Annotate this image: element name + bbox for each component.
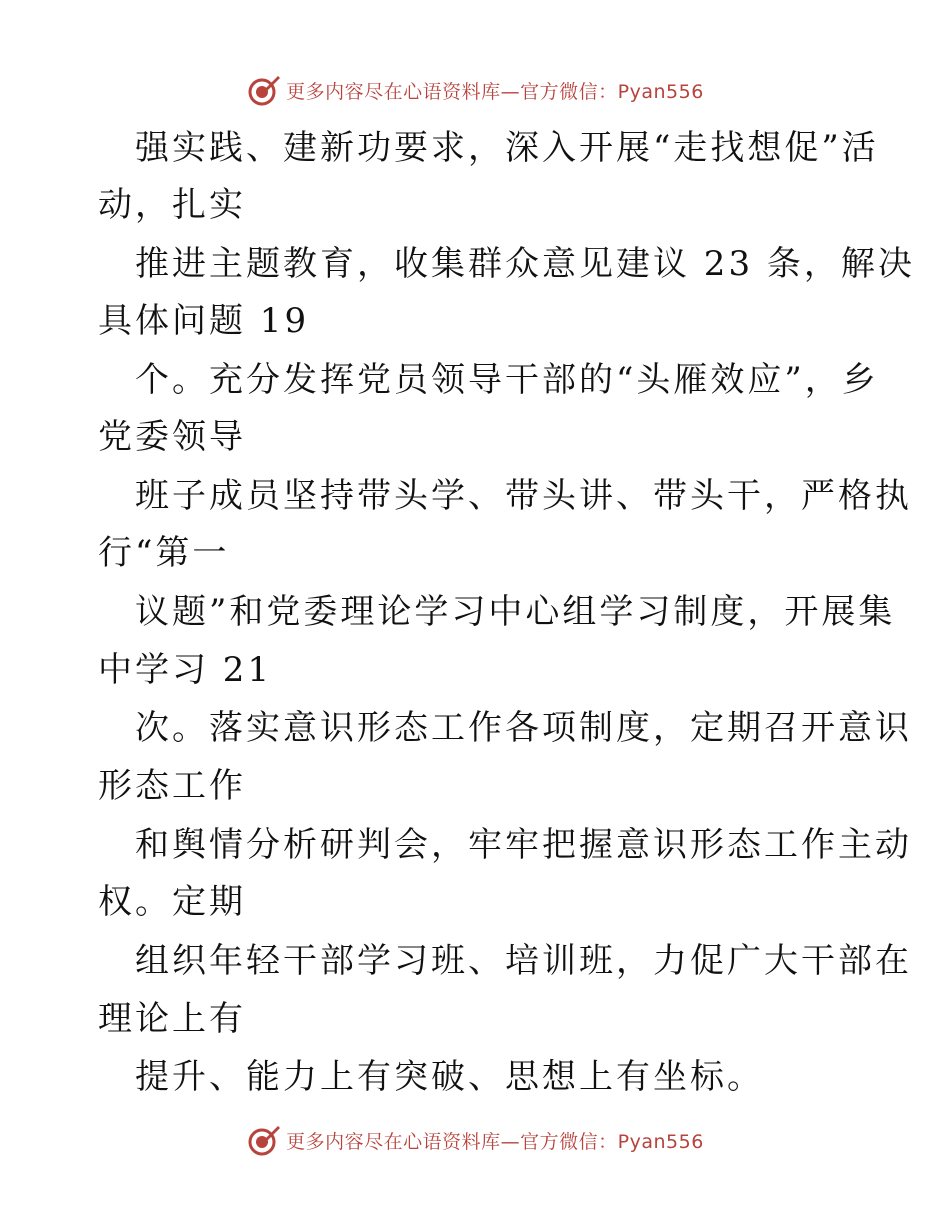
text-line: 中学习 21 (98, 650, 273, 690)
pen-logo-icon (246, 1122, 282, 1158)
text-line: 组织年轻干部学习班、培训班，力促广大干部在 (135, 941, 912, 981)
text-line: 推进主题教育，收集群众意见建议 23 条，解决 (135, 244, 915, 284)
text-line: 班子成员坚持带头学、带头讲、带头干，严格执 (135, 476, 912, 516)
text-line: 提升、能力上有突破、思想上有坐标。 (135, 1057, 764, 1097)
text-line: 具体问题 19 (98, 301, 310, 341)
text-line: 次。落实意识形态工作各项制度，定期召开意识 (135, 708, 912, 748)
pen-logo-icon (246, 72, 282, 108)
text-line: 行“第一 (98, 533, 230, 573)
header-watermark (0, 70, 950, 110)
text-line: 权。定期 (98, 882, 246, 922)
footer-watermark-text: 更多内容尽在心语资料库—官方微信：Pyan556 (286, 1130, 704, 1153)
text-line: 理论上有 (98, 999, 246, 1039)
text-line: 动，扎实 (98, 185, 246, 225)
text-line: 强实践、建新功要求，深入开展“走找想促”活 (135, 128, 879, 168)
text-line: 形态工作 (98, 766, 246, 806)
text-line: 党委领导 (98, 417, 246, 457)
text-line: 议题”和党委理论学习中心组学习制度，开展集 (135, 592, 896, 632)
text-line: 个。充分发挥党员领导干部的“头雁效应”，乡 (135, 360, 879, 400)
footer-watermark (0, 1120, 950, 1160)
header-watermark-text: 更多内容尽在心语资料库—官方微信：Pyan556 (286, 80, 704, 103)
text-line: 和舆情分析研判会，牢牢把握意识形态工作主动 (135, 825, 912, 865)
